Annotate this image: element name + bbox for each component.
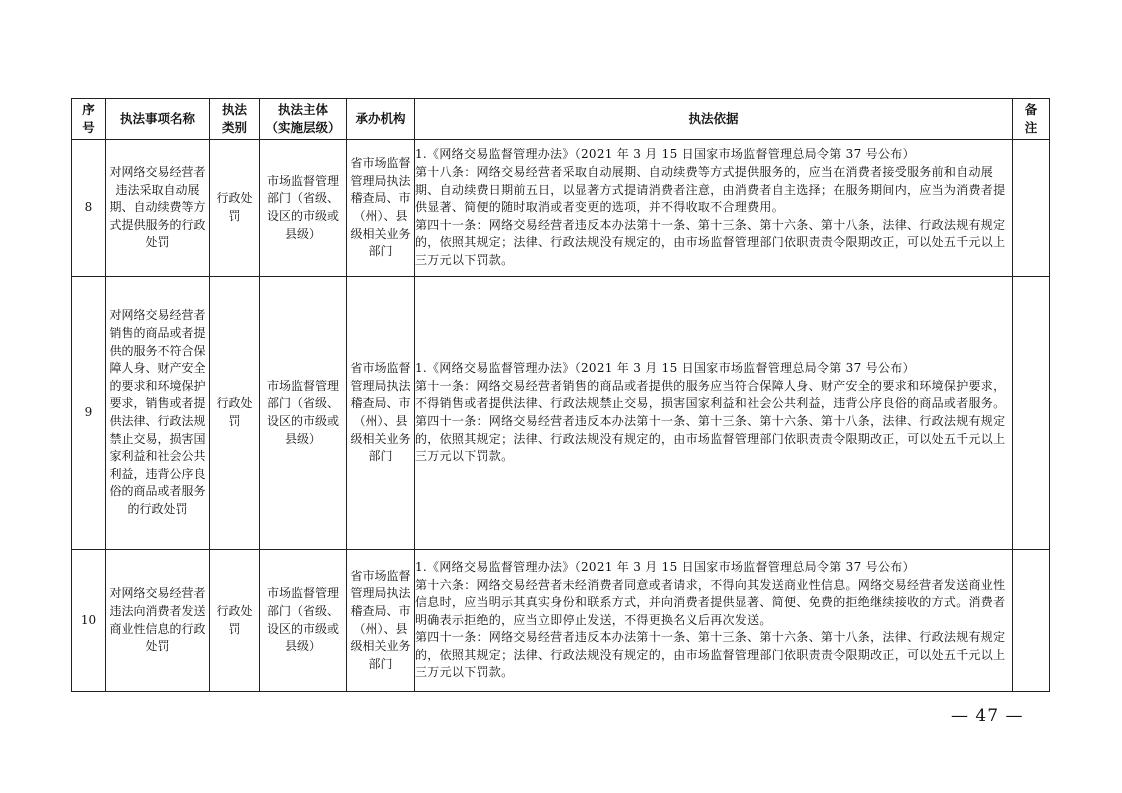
row-agency: 省市场监督管理局执法稽查局、市（州）、县级相关业务部门	[347, 140, 415, 277]
row-basis	[415, 140, 1013, 277]
enforcement-table	[71, 98, 1050, 692]
table-row	[72, 277, 1050, 550]
header-category: 执法 类别	[210, 99, 260, 140]
row-subject: 市场监督管理部门（省级、设区的市级或县级）	[260, 140, 347, 277]
row-category: 行政处罚	[210, 277, 260, 550]
header-basis: 执法依据	[415, 99, 1013, 140]
row-item-name: 对网络交易经营者违法采取自动展期、自动续费等方式提供服务的行政处罚	[106, 140, 210, 277]
basis-line: 第十一条：网络交易经营者销售的商品或者提供的服务应当符合保障人身、财产安全的要求和环境保护要求，不得销售或者提供法律、行政法规禁止交易，损害国家利益和社会公共利益，违背公序良俗的商品或者服务。	[415, 378, 1006, 411]
basis-line: 第四十一条：网络交易经营者违反本办法第十一条、第十三条、第十六条、第十八条，法律、行政法规有规定的，依照其规定；法律、行政法规没有规定的，由市场监督管理部门依职责责令限期改正，可以处五千元以上三万元以下罚款。	[415, 414, 1006, 464]
row-remarks	[1013, 277, 1050, 550]
header-subject: 执法主体 （实施层级）	[260, 99, 347, 140]
row-category: 行政处罚	[210, 140, 260, 277]
header-row	[72, 99, 1050, 140]
header-agency: 承办机构	[347, 99, 415, 140]
page-number: — 47 —	[951, 706, 1024, 726]
basis-line: 第四十一条：网络交易经营者违反本办法第十一条、第十三条、第十六条、第十八条，法律、行政法规有规定的，依照其规定；法律、行政法规没有规定的，由市场监督管理部门依职责责令限期改正，可以处五千元以上三万元以下罚款。	[415, 217, 1006, 267]
row-remarks	[1013, 550, 1050, 692]
basis-line: 1.《网络交易监督管理办法》（2021 年 3 月 15 日国家市场监督管理总局令第 37 号公布）	[415, 147, 915, 162]
row-seq: 10	[72, 550, 106, 692]
row-seq: 8	[72, 140, 106, 277]
row-subject: 市场监督管理部门（省级、设区的市级或县级）	[260, 277, 347, 550]
row-basis	[415, 550, 1013, 692]
header-item-name: 执法事项名称	[106, 99, 210, 140]
header-seq: 序 号	[72, 99, 106, 140]
row-seq: 9	[72, 277, 106, 550]
row-category: 行政处罚	[210, 550, 260, 692]
row-basis	[415, 277, 1013, 550]
row-subject: 市场监督管理部门（省级、设区的市级或县级）	[260, 550, 347, 692]
header-remarks: 备 注	[1013, 99, 1050, 140]
table-row	[72, 140, 1050, 277]
basis-line: 第十六条：网络交易经营者未经消费者同意或者请求，不得向其发送商业性信息。网络交易经营者发送商业性信息时，应当明示其真实身份和联系方式，并向消费者提供显著、简便、免费的拒绝继续接收的方式。消费者明确表示拒绝的，应当立即停止发送，不得更换名义后再次发送。	[415, 577, 1006, 627]
row-agency: 省市场监督管理局执法稽查局、市（州）、县级相关业务部门	[347, 550, 415, 692]
row-remarks	[1013, 140, 1050, 277]
basis-line: 1.《网络交易监督管理办法》（2021 年 3 月 15 日国家市场监督管理总局令第 37 号公布）	[415, 559, 915, 574]
basis-line: 第四十一条：网络交易经营者违反本办法第十一条、第十三条、第十六条、第十八条，法律、行政法规有规定的，依照其规定；法律、行政法规没有规定的，由市场监督管理部门依职责责令限期改正，可以处五千元以上三万元以下罚款。	[415, 630, 1006, 680]
row-item-name: 对网络交易经营者销售的商品或者提供的服务不符合保障人身、财产安全的要求和环境保护要求，销售或者提供法律、行政法规禁止交易，损害国家利益和社会公共利益，违背公序良俗的商品或者服务的行政处罚	[106, 277, 210, 550]
row-agency: 省市场监督管理局执法稽查局、市（州）、县级相关业务部门	[347, 277, 415, 550]
table-row	[72, 550, 1050, 692]
basis-line: 1.《网络交易监督管理办法》（2021 年 3 月 15 日国家市场监督管理总局令第 37 号公布）	[415, 361, 915, 376]
basis-line: 第十八条：网络交易经营者采取自动展期、自动续费等方式提供服务的，应当在消费者接受服务前和自动展期、自动续费日期前五日，以显著方式提请消费者注意，由消费者自主选择；在服务期间内，应当为消费者提供显著、简便的随时取消或者变更的选项，并不得收取不合理费用。	[415, 165, 1006, 215]
row-item-name: 对网络交易经营者违法向消费者发送商业性信息的行政处罚	[106, 550, 210, 692]
